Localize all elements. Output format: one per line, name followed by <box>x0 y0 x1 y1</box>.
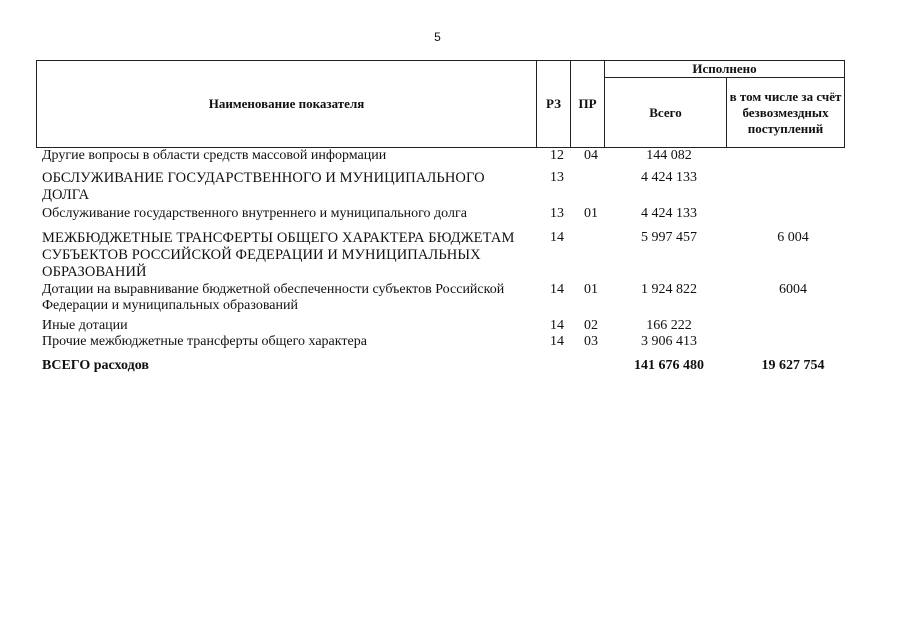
row-pr: 01 <box>584 282 598 297</box>
header-free-receipts: в том числе за счёт безвозмездных поступлений <box>727 78 845 148</box>
table-row-total <box>36 358 856 376</box>
row-name: ВСЕГО расходов <box>42 358 149 373</box>
row-free: 6 004 <box>777 230 809 245</box>
row-total: 144 082 <box>646 148 692 163</box>
header-executed: Исполнено <box>605 61 845 78</box>
row-name: Обслуживание государственного внутреннего и муниципального долга <box>42 206 467 221</box>
row-name: Иные дотации <box>42 318 128 333</box>
header-pr: ПР <box>571 61 605 148</box>
row-name: Прочие межбюджетные трансферты общего характера <box>42 334 367 349</box>
row-pr: 04 <box>584 148 598 163</box>
row-rz: 12 <box>550 148 564 163</box>
table-row <box>36 282 856 318</box>
row-total: 166 222 <box>646 318 692 333</box>
page-number: 5 <box>434 30 441 44</box>
table-row <box>36 334 856 358</box>
row-name: МЕЖБЮДЖЕТНЫЕ ТРАНСФЕРТЫ ОБЩЕГО ХАРАКТЕРА БЮДЖЕТАМ СУБЪЕКТОВ РОССИЙСКОЙ ФЕДЕРАЦИИ И МУНИЦИПАЛЬНЫХ ОБРАЗОВАНИЙ <box>42 230 515 280</box>
table-row <box>36 318 856 334</box>
row-total: 141 676 480 <box>634 358 704 373</box>
row-rz: 14 <box>550 282 564 297</box>
row-rz: 14 <box>550 230 564 245</box>
table-row <box>36 206 856 230</box>
row-name: ОБСЛУЖИВАНИЕ ГОСУДАРСТВЕННОГО И МУНИЦИПАЛЬНОГО ДОЛГА <box>42 170 485 203</box>
row-rz: 14 <box>550 318 564 333</box>
table-header <box>36 60 845 148</box>
row-rz: 14 <box>550 334 564 349</box>
row-name: Другие вопросы в области средств массовой информации <box>42 148 387 163</box>
row-free: 19 627 754 <box>761 358 825 373</box>
row-total: 4 424 133 <box>641 206 697 221</box>
row-total: 5 997 457 <box>641 230 697 245</box>
row-pr: 02 <box>584 318 598 333</box>
row-total: 3 906 413 <box>641 334 697 349</box>
row-pr: 01 <box>584 206 598 221</box>
table-body <box>36 148 856 376</box>
header-total: Всего <box>605 78 727 148</box>
header-rz: РЗ <box>537 61 571 148</box>
row-free: 6004 <box>779 282 807 297</box>
row-name: Дотации на выравнивание бюджетной обеспеченности субъектов Российской Федерации и муниципальных образований <box>42 282 505 313</box>
table-row <box>36 230 856 282</box>
table-row <box>36 148 856 170</box>
row-pr: 03 <box>584 334 598 349</box>
header-name: Наименование показателя <box>37 61 537 148</box>
row-total: 4 424 133 <box>641 170 697 185</box>
row-rz: 13 <box>550 170 564 185</box>
row-rz: 13 <box>550 206 564 221</box>
table-row <box>36 170 856 206</box>
row-total: 1 924 822 <box>641 282 697 297</box>
